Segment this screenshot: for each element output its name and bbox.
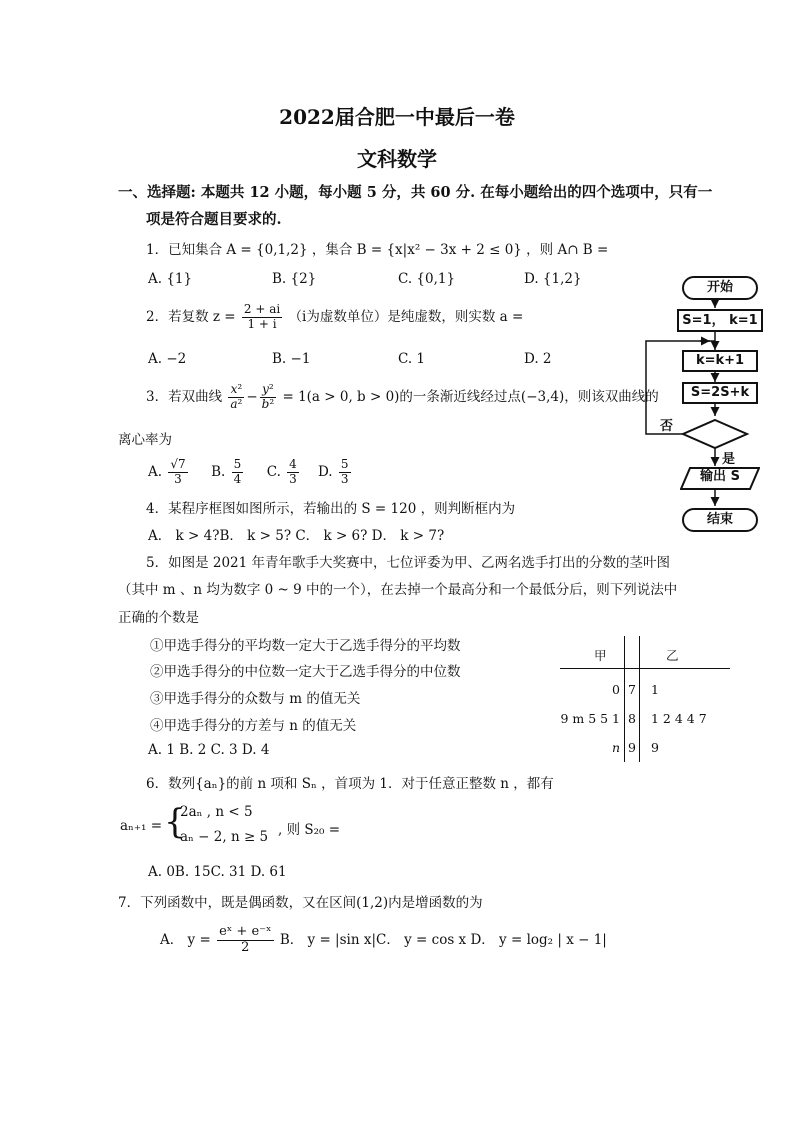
q2-option-b: B. −1 <box>272 351 311 367</box>
stem-leaf-vline-left <box>624 636 625 762</box>
q5-statement-3: ③甲选手得分的众数与 m 的值无关 <box>150 691 361 707</box>
flowchart-decision-diamond <box>683 420 747 448</box>
q7-options <box>160 925 607 956</box>
q5-statement-4: ④甲选手得分的方差与 n 的值无关 <box>150 718 357 734</box>
stem-leaf-row3-right: 9 <box>651 740 659 755</box>
flowchart-start: 开始 <box>682 276 758 300</box>
stem-leaf-row3-left: n <box>611 740 620 755</box>
q2-pre: 2．若复数 z = <box>146 308 236 325</box>
q5-options: A. 1 B. 2 C. 3 D. 4 <box>148 742 270 758</box>
q3-d-den: 3 <box>340 471 349 486</box>
q1-option-b: B. {2} <box>272 271 317 287</box>
q3-pre: 3．若双曲线 <box>146 388 223 405</box>
q6-tail: , 则 S₂₀ = <box>278 822 341 838</box>
q5-line1: 5．如图是 2021 年青年歌手大奖赛中，七位评委为甲、乙两名选手打出的分数的茎叶图 <box>146 555 671 571</box>
q7-rest: B． y = |sin x|C． y = cos x D． y = log₂ | x − 1| <box>279 931 607 948</box>
q5-line2: （其中 m 、n 均为数字 0 ~ 9 中的一个），在去掉一个最高分和一个最低分后，则下列说法中 <box>118 582 678 598</box>
q7-a-num: eˣ + e⁻ˣ <box>219 924 272 939</box>
flowchart-yes-label: 是 <box>722 452 736 467</box>
q2-post: （i为虚数单位）是纯虚数，则实数 a = <box>288 308 524 325</box>
q3-stem: 3．若双曲线 $\frac{\text{x²}}{\text{a²}}$ − $\frac{\text{y²}}{\text{b²}}$ = 1(a > 0, b > 0)的一条渐近线经过点(−3,4)，则该双曲线的 <box>146 382 659 411</box>
stem-leaf-right-header: 乙 <box>666 648 679 663</box>
stem-leaf-row2-left: 9 m 5 5 1 <box>560 711 620 726</box>
q3-frac-x: $\frac{\text{x²}}{\text{a²}}$ <box>230 382 243 411</box>
q3-d-num: 5 <box>340 457 349 471</box>
q3-a-num: √7 <box>170 457 186 471</box>
exam-title: 2022届合肥一中最后一卷 <box>279 105 515 129</box>
flowchart-output-label: 输出 S <box>700 469 740 484</box>
section-heading-line2: 项是符合题目要求的. <box>146 211 282 228</box>
q5-line3: 正确的个数是 <box>118 610 199 626</box>
q6-case2: aₙ − 2, n ≥ 5 <box>180 829 269 845</box>
q3-option-c-label: C. <box>266 463 281 480</box>
flowchart-no-label: 否 <box>660 419 674 434</box>
q4-stem: 4．某程序框图如图所示，若输出的 S = 120 ，则判断框内为 <box>146 501 516 517</box>
q6-case1: 2aₙ , n < 5 <box>180 804 253 820</box>
q6-lhs: aₙ₊₁ = <box>120 818 163 834</box>
stem-leaf-hline <box>560 668 730 669</box>
section-heading-line1: 一、选择题: 本题共 12 小题，每小题 5 分，共 60 分. 在每小题给出的四个选项中，只有一 <box>118 184 713 201</box>
stem-leaf-vline-right <box>639 636 640 762</box>
stem-leaf-plot <box>560 636 730 762</box>
stem-leaf-row2-stem: 8 <box>628 711 636 726</box>
q3-frac-y: $\frac{\text{y²}}{\text{b²}}$ <box>261 382 275 411</box>
q3-c-num: 4 <box>289 457 297 471</box>
q5-statement-1: ①甲选手得分的平均数一定大于乙选手得分的平均数 <box>150 638 461 654</box>
q2-option-d: D. 2 <box>524 351 552 367</box>
q7-a-den: 2 <box>241 939 250 955</box>
q1-option-a: A. {1} <box>148 271 193 287</box>
flowchart <box>640 270 770 540</box>
q3-options <box>148 458 353 487</box>
q2-stem <box>146 303 523 332</box>
stem-leaf-row2-right: 1 2 4 4 7 <box>651 711 707 726</box>
flowchart-end: 结束 <box>682 508 758 532</box>
q4-options: A． k > 4?B． k > 5? C． k > 6? D． k > 7? <box>148 528 445 544</box>
q3-c-den: 3 <box>289 471 297 486</box>
stem-leaf-row3-stem: 9 <box>628 740 636 755</box>
stem-leaf-row1-stem: 7 <box>628 682 636 697</box>
q5-statement-2: ②甲选手得分的中位数一定大于乙选手得分的中位数 <box>150 664 461 680</box>
stem-leaf-row1-left: 0 <box>612 682 620 697</box>
q2-option-c: C. 1 <box>398 351 426 367</box>
q1-option-d: D. {1,2} <box>524 271 582 287</box>
q2-option-a: A. −2 <box>148 351 187 367</box>
q3-option-b-label: B. <box>211 463 226 480</box>
exam-subtitle: 文科数学 <box>357 147 437 171</box>
q1-option-c: C. {0,1} <box>398 271 456 287</box>
flowchart-step2: S=2S+k <box>682 382 758 404</box>
q3-option-a-label: A. <box>148 463 163 480</box>
q6-brace: { <box>164 802 186 842</box>
q2-frac-num: 2 + ai <box>243 302 281 316</box>
q6-options: A. 0B. 15C. 31 D. 61 <box>148 864 287 880</box>
flowchart-init: S=1， k=1 <box>677 309 763 332</box>
stem-leaf-left-header: 甲 <box>594 648 607 663</box>
q3-b-den: 4 <box>233 471 242 486</box>
q6-line1: 6．数列{aₙ}的前 n 项和 Sₙ ，首项为 1．对于任意正整数 n ，都有 <box>146 776 554 792</box>
q1-stem: 1．已知集合 A = {0,1,2} ，集合 B = {x|x² − 3x + 2 ≤ 0} ，则 A∩ B = <box>146 242 609 258</box>
q7-a-pre: A． y = <box>160 931 211 948</box>
flowchart-step1: k=k+1 <box>682 350 758 372</box>
q3-b-num: 5 <box>233 457 242 471</box>
flowchart-output <box>680 467 760 490</box>
q2-fraction <box>242 303 282 332</box>
q3-a-den: 3 <box>174 471 182 486</box>
q7-line1: 7．下列函数中，既是偶函数，又在区间(1,2)内是增函数的为 <box>118 895 483 911</box>
q3-option-d-label: D. <box>317 463 333 480</box>
q3-mid: = 1(a > 0, b > 0)的一条渐近线经过点(−3,4)，则该双曲线的 <box>282 388 659 405</box>
q2-frac-den: 1 + i <box>247 316 277 331</box>
q3-line2: 离心率为 <box>118 432 172 448</box>
stem-leaf-row1-right: 1 <box>651 682 659 697</box>
